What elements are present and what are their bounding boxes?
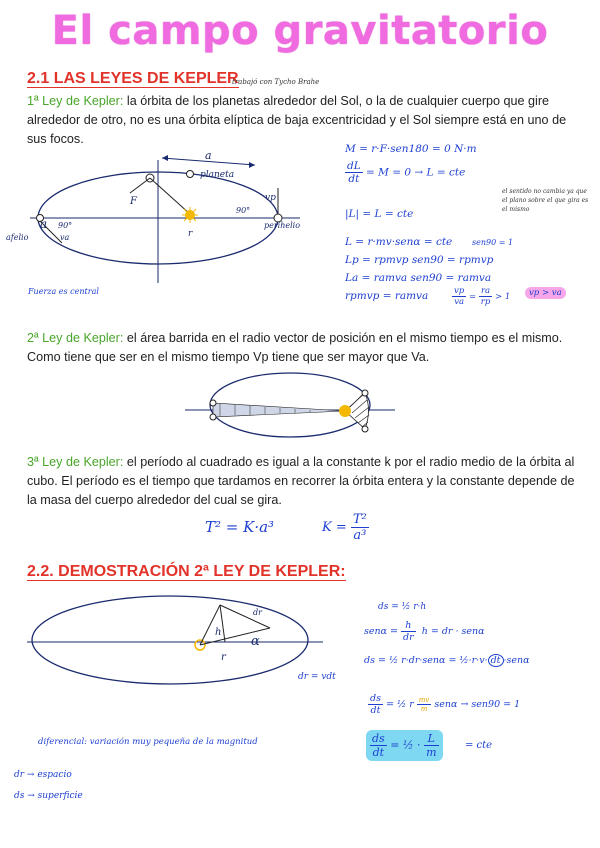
eq-sen90: sen90 = 1 — [472, 238, 514, 247]
heading2-text: 2.2. DEMOSTRACIÓN 2ª LEY DE KEPLER: — [27, 563, 346, 580]
final-num: ds — [372, 732, 385, 745]
section-heading-demo — [27, 563, 346, 581]
orbit-diagram-2 — [180, 365, 400, 445]
angle-90-left: 90° — [58, 221, 73, 230]
k-label: K = — [322, 520, 347, 535]
eq-ratio: rpmvp = ramva — [345, 290, 429, 302]
dt-circle: dt — [488, 654, 504, 667]
dsdt-rest: = ½ r — [386, 699, 414, 710]
eq-moment: M = r·F·sen180 = 0 N·m — [345, 143, 477, 155]
k-equation — [322, 512, 369, 543]
final-den: dt — [372, 746, 385, 759]
tycho-note: trabajó con Tycho Brahe — [232, 78, 320, 86]
fuerza-central-note: Fuerza es central — [28, 287, 99, 296]
vp-num: vp — [454, 286, 465, 296]
eq-mod-L: |L| = L = cte — [345, 208, 414, 220]
r-num: ra — [479, 286, 493, 297]
eq-sen-alpha — [364, 620, 485, 643]
eq-velocity-ratio: $\frac{vp}{va}$ = $\frac{ra}{rp}$ > 1 — [454, 286, 511, 307]
eq-La: La = ramva sen90 = ramva — [345, 272, 492, 284]
law2-paragraph — [27, 329, 572, 367]
a-left-label: a — [40, 217, 48, 231]
r-label: r — [188, 229, 193, 239]
law1-paragraph — [27, 92, 572, 149]
side-note: el sentido no cambia ya que el plano sobre el que gira es el mismo — [502, 188, 589, 213]
diferencial-note: diferencial: variación muy pequeña de la magnitud — [38, 737, 258, 747]
dl-num: dL — [347, 160, 361, 172]
eq-dr-vdt: dr = vdt — [298, 672, 336, 682]
eq-final-tail: = cte — [465, 740, 493, 751]
law3-label: 3ª Ley de Kepler: — [27, 455, 124, 469]
sen-den: dr — [403, 632, 414, 643]
mv-num: mv — [418, 696, 430, 704]
dr-espacio-note: dr → espacio — [14, 770, 72, 780]
semi-axis-a: a — [205, 149, 212, 162]
ds-superficie-note: ds → superficie — [14, 791, 83, 801]
law2-label: 2ª Ley de Kepler: — [27, 331, 124, 345]
ds2: ds = ½ r·dr·senα = ½·r·v· — [364, 655, 488, 666]
orbit-diagram-1 — [0, 148, 330, 308]
k-den: a³ — [353, 528, 367, 543]
alpha-label: α — [251, 634, 260, 649]
dl-den: dt — [348, 173, 360, 185]
h-eq: h = dr · senα — [421, 626, 485, 637]
final-m: m — [426, 746, 437, 759]
law3-equation: T² = K·a³ — [205, 518, 275, 536]
mv-den: m — [420, 705, 428, 713]
eq-dLdt — [345, 160, 465, 185]
section-heading-kepler — [27, 70, 239, 88]
h-label: h — [215, 627, 222, 638]
heading-text: 2.1 LAS LEYES DE KEPLER — [27, 70, 239, 87]
final-L: L — [424, 732, 438, 746]
gt-one: > 1 — [495, 292, 511, 302]
dr-label: dr — [253, 608, 262, 617]
eq-dsdt — [368, 693, 520, 716]
k-num: T² — [352, 512, 367, 527]
vp-label: vp — [265, 193, 276, 203]
vp-den: va — [454, 297, 465, 307]
eq-final — [366, 730, 443, 761]
sen-tail: senα → sen90 = 1 — [434, 699, 521, 710]
final-mid: = ½ · — [390, 738, 421, 752]
law3-text: el período al cuadrado es igual a la constante k por el radio medio de la órbita al cubo. El período es el tiempo que tardamos en recorrer la órbita entera y la constante depende de la masa del cuerpo alrededor del cual se gira. — [27, 455, 575, 507]
dl-rest: = M = 0 → L = cte — [366, 166, 466, 179]
eq-Lp: Lp = rpmvp sen90 = rpmvp — [345, 254, 494, 266]
dsdt-den: dt — [370, 705, 381, 716]
law3-paragraph — [27, 453, 577, 510]
law1-text: la órbita de los planetas alrededor del Sol, o la de cualquier cuerpo que gire alrededor de otro, no es una órbita elíptica de baja excentricidad y el Sol siempre está en uno de sus focos. — [27, 94, 567, 146]
angle-90-right: 90° — [236, 206, 251, 215]
perihelio-label: perihelio — [264, 221, 301, 230]
va-label: va — [60, 233, 70, 242]
force-label: F — [130, 196, 137, 207]
r-vector-label: r — [221, 652, 226, 663]
sen-num: h — [401, 620, 416, 632]
result-badge: vp > va — [525, 287, 566, 299]
eq-result — [525, 288, 566, 298]
afelio-label: afelio — [6, 233, 29, 242]
r-den: rp — [480, 297, 491, 307]
page-title: El campo gravitatorio — [51, 8, 549, 54]
law1-label: 1ª Ley de Kepler: — [27, 94, 124, 108]
law2-text: el área barrida en el radio vector de posición en el mismo tiempo es el mismo. Como tiene que ser en el mismo tiempo Vp tiene que ser mayor que Va. — [27, 331, 563, 364]
planet-label: planeta — [200, 170, 235, 180]
dsdt-num: ds — [370, 693, 381, 704]
eq-ds2 — [364, 655, 530, 666]
sen-a: senα = — [364, 626, 399, 637]
ds2-tail: ·senα — [503, 655, 530, 666]
eq-ds: ds = ½ r·h — [378, 602, 427, 612]
orbit-diagram-3 — [25, 590, 325, 690]
eq-L-def: L = r·mv·senα = cte — [345, 236, 453, 248]
